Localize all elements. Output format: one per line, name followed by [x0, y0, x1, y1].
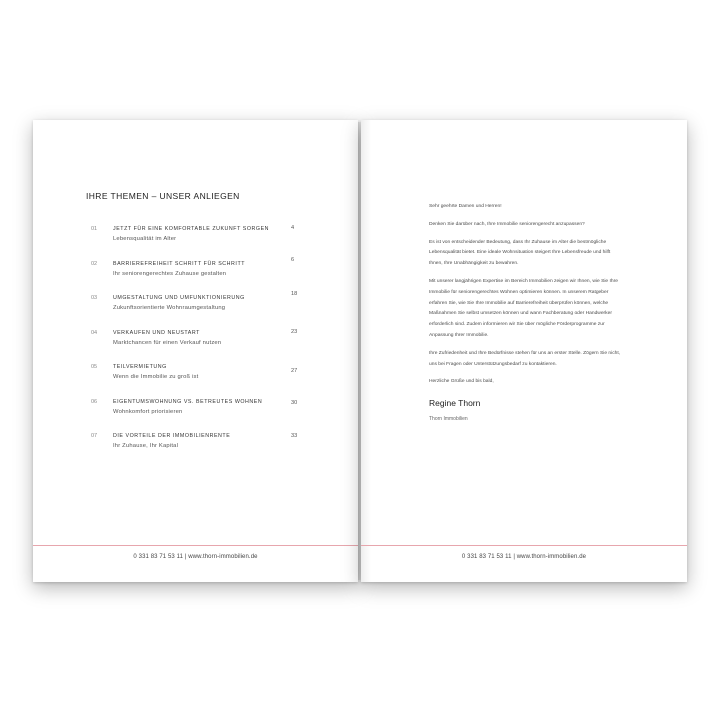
toc-number: 03 [91, 295, 98, 301]
brochure-spread [33, 120, 687, 582]
signature-name: Regine Thorn [429, 398, 481, 409]
left-page [33, 120, 358, 582]
toc-page-number: 33 [291, 433, 298, 439]
toc-item [91, 433, 301, 468]
toc-subtitle: Ihr seniorengerechtes Zuhause gestalten [113, 270, 227, 277]
toc-page-number: 6 [291, 256, 295, 263]
toc-page-number: 30 [291, 399, 298, 406]
toc-subtitle: Marktchancen für einen Verkauf nutzen [113, 339, 222, 346]
toc-heading: JETZT FÜR EINE KOMFORTABLE ZUKUNFT SORGEN [113, 226, 270, 232]
toc-heading: VERKAUFEN UND NEUSTART [113, 329, 200, 336]
table-of-contents [91, 226, 301, 468]
toc-subtitle: Ihr Zuhause, Ihr Kapital [113, 443, 179, 449]
toc-page-number: 18 [291, 291, 298, 297]
letter-closing: Herzliche Grüße und bis bald, [429, 379, 494, 385]
toc-item [91, 330, 301, 365]
footer-divider [33, 545, 358, 546]
toc-number: 02 [91, 260, 98, 267]
page-footer: 0 331 83 71 53 11 | www.thorn-immobilien.de [461, 554, 587, 560]
signature-company: Thorn Immobilien [429, 416, 468, 423]
letter-paragraph: Mit unserer langjährigen Expertise im Bereich Immobilien zeigen wir Ihnen, wie Sie Ihre Immobilie für seniorengerechtes Wohnen optimieren können. In unserem Ratgeber erfahren Sie, wie Sie Ihre Immobilie auf Barrierefreiheit überprüfen können, welche Maßnahmen Sie selbst umsetzen können und wann Fachberatung oder Handwerker erforderlich sind. Zudem informieren wir Sie über mögliche Förderprogramme zur Anpassung Ihrer Immobilie. [429, 278, 618, 338]
toc-heading: UMGESTALTUNG UND UMFUNKTIONIERUNG [113, 295, 245, 301]
letter-paragraph: Ihre Zufriedenheit und Ihre Bedürfnisse stehen für uns an erster Stelle. Zögern Sie nicht, uns bei Fragen oder Unterstützungsbedarf zu kontaktieren. [429, 350, 621, 367]
toc-item [91, 256, 301, 296]
toc-page-number: 27 [291, 368, 298, 374]
footer-divider [361, 545, 687, 546]
letter-paragraph: Es ist von entscheidender Bedeutung, dass Ihr Zuhause im Alter die bestmögliche Lebensqualität bietet. Eine ideale Wohnsituation steigert Ihre Lebensfreude und hilft Ihnen, Ihre Unabhängigkeit zu bewahren. [429, 239, 611, 267]
toc-subtitle: Zukunftsorientierte Wohnraumgestaltung [113, 305, 226, 311]
toc-page-number: 4 [291, 225, 295, 231]
right-page [361, 120, 687, 582]
toc-number: 06 [91, 398, 98, 405]
letter-paragraph: Denken Sie darüber nach, Ihre Immobilie seniorengerecht anzupassen? [429, 221, 585, 227]
toc-heading: TEILVERMIETUNG [113, 364, 167, 370]
letter-body [429, 202, 624, 432]
toc-number: 05 [91, 364, 98, 370]
toc-subtitle: Wohnkomfort priorisieren [113, 408, 183, 415]
toc-number: 07 [91, 433, 98, 439]
toc-number: 04 [91, 329, 98, 336]
page-footer: 0 331 83 71 53 11 | www.thorn-immobilien.de [133, 554, 258, 560]
toc-subtitle: Wenn die Immobilie zu groß ist [113, 374, 199, 380]
toc-item [91, 364, 301, 399]
toc-number: 01 [91, 226, 98, 232]
toc-heading: DIE VORTEILE DER IMMOBILIENRENTE [113, 433, 231, 439]
toc-heading: EIGENTUMSWOHNUNG VS. BETREUTES WOHNEN [113, 398, 263, 405]
toc-item [91, 399, 301, 434]
toc-item [91, 291, 301, 330]
letter-salutation: Sehr geehrte Damen und Herren! [429, 204, 502, 209]
toc-title: IHRE THEMEN – UNSER ANLIEGEN [86, 191, 240, 201]
toc-subtitle: Lebensqualität im Alter [113, 236, 177, 242]
toc-page-number: 23 [291, 328, 298, 335]
toc-item [91, 226, 301, 261]
toc-heading: BARRIEREFREIHEIT SCHRITT FÜR SCHRITT [113, 260, 246, 267]
